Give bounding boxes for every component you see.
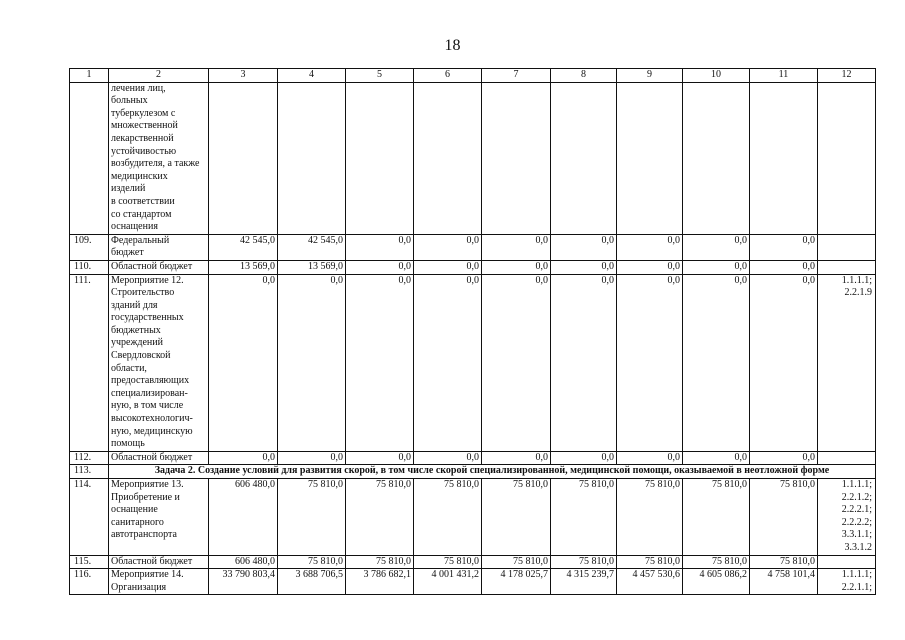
value-cell: 0,0 (346, 260, 414, 274)
value-cell (482, 82, 551, 234)
table-row (70, 451, 876, 465)
row-number (70, 82, 109, 234)
value-cell: 0,0 (482, 451, 551, 465)
value-cell: 42 545,0 (209, 234, 278, 260)
value-cell: 75 810,0 (278, 479, 346, 556)
row-number: 110. (70, 260, 109, 274)
value-cell: 0,0 (750, 451, 818, 465)
value-cell: 75 810,0 (346, 555, 414, 569)
value-cell: 0,0 (750, 260, 818, 274)
value-cell: 0,0 (278, 451, 346, 465)
target-codes (818, 82, 876, 234)
header-cell: 4 (278, 69, 346, 83)
header-cell: 11 (750, 69, 818, 83)
row-number: 115. (70, 555, 109, 569)
value-cell: 0,0 (209, 451, 278, 465)
value-cell: 0,0 (551, 451, 617, 465)
value-cell: 75 810,0 (346, 479, 414, 556)
row-name: Мероприятие 12. Строительство зданий для государственных бюджетных учреждений Свердловской области, предоставляющих специализирован- ную, в том числе высокотехнологич- ную, медицинскую помощь (109, 274, 209, 451)
value-cell: 606 480,0 (209, 555, 278, 569)
value-cell: 0,0 (617, 234, 683, 260)
table-row (70, 555, 876, 569)
value-cell: 75 810,0 (683, 479, 750, 556)
table-row (70, 260, 876, 274)
row-name: Областной бюджет (109, 555, 209, 569)
budget-table (69, 68, 876, 595)
value-cell: 4 315 239,7 (551, 569, 617, 595)
value-cell: 0,0 (617, 260, 683, 274)
target-codes: 1.1.1.1; 2.2.1.2; 2.2.2.1; 2.2.2.2; 3.3.1.1; 3.3.1.2 (818, 479, 876, 556)
value-cell: 4 457 530,6 (617, 569, 683, 595)
value-cell: 0,0 (551, 234, 617, 260)
value-cell: 13 569,0 (209, 260, 278, 274)
value-cell: 0,0 (683, 234, 750, 260)
value-cell: 0,0 (551, 260, 617, 274)
header-cell: 1 (70, 69, 109, 83)
value-cell: 75 810,0 (683, 555, 750, 569)
value-cell: 4 758 101,4 (750, 569, 818, 595)
row-number: 113. (70, 465, 109, 479)
header-cell: 10 (683, 69, 750, 83)
value-cell: 75 810,0 (482, 479, 551, 556)
value-cell: 0,0 (414, 451, 482, 465)
row-name: Областной бюджет (109, 451, 209, 465)
row-name: лечения лиц, больных туберкулезом с множественной лекарственной устойчивостью возбудителя, а также медицинских изделий в соответствии со стандартом оснащения (109, 82, 209, 234)
row-name: Мероприятие 14. Организация (109, 569, 209, 595)
row-name: Областной бюджет (109, 260, 209, 274)
value-cell: 0,0 (346, 274, 414, 451)
page-number: 18 (444, 37, 461, 54)
value-cell: 4 605 086,2 (683, 569, 750, 595)
value-cell: 75 810,0 (617, 479, 683, 556)
value-cell: 0,0 (209, 274, 278, 451)
value-cell: 4 001 431,2 (414, 569, 482, 595)
row-number: 116. (70, 569, 109, 595)
table-row (70, 274, 876, 451)
value-cell: 0,0 (617, 451, 683, 465)
header-cell: 12 (818, 69, 876, 83)
value-cell: 75 810,0 (750, 479, 818, 556)
value-cell (551, 82, 617, 234)
value-cell: 75 810,0 (414, 479, 482, 556)
table-row (70, 479, 876, 556)
value-cell: 0,0 (683, 451, 750, 465)
value-cell: 0,0 (482, 274, 551, 451)
value-cell: 42 545,0 (278, 234, 346, 260)
value-cell: 0,0 (414, 274, 482, 451)
header-cell: 2 (109, 69, 209, 83)
header-cell: 3 (209, 69, 278, 83)
value-cell: 33 790 803,4 (209, 569, 278, 595)
table-row (70, 569, 876, 595)
value-cell: 0,0 (482, 234, 551, 260)
target-codes (818, 234, 876, 260)
value-cell (278, 82, 346, 234)
value-cell: 3 688 706,5 (278, 569, 346, 595)
value-cell (414, 82, 482, 234)
value-cell: 75 810,0 (617, 555, 683, 569)
value-cell: 0,0 (482, 260, 551, 274)
task-heading: Задача 2. Создание условий для развития скорой, в том числе скорой специализированной, медицинской помощи, оказываемой в неотложной форме (109, 465, 876, 479)
value-cell: 0,0 (750, 274, 818, 451)
row-name: Федеральный бюджет (109, 234, 209, 260)
header-cell: 6 (414, 69, 482, 83)
header-cell: 8 (551, 69, 617, 83)
value-cell (346, 82, 414, 234)
row-number: 111. (70, 274, 109, 451)
row-number: 112. (70, 451, 109, 465)
target-codes (818, 451, 876, 465)
value-cell: 0,0 (278, 274, 346, 451)
value-cell: 75 810,0 (551, 479, 617, 556)
value-cell: 0,0 (414, 260, 482, 274)
table-row (70, 82, 876, 234)
value-cell: 4 178 025,7 (482, 569, 551, 595)
target-codes (818, 260, 876, 274)
value-cell (617, 82, 683, 234)
target-codes: 1.1.1.1; 2.2.1.9 (818, 274, 876, 451)
value-cell: 75 810,0 (278, 555, 346, 569)
header-cell: 5 (346, 69, 414, 83)
table-row (70, 465, 876, 479)
target-codes: 1.1.1.1; 2.2.1.1; (818, 569, 876, 595)
table-row (70, 234, 876, 260)
value-cell: 0,0 (346, 234, 414, 260)
header-cell: 7 (482, 69, 551, 83)
value-cell: 75 810,0 (414, 555, 482, 569)
value-cell: 0,0 (617, 274, 683, 451)
value-cell: 0,0 (346, 451, 414, 465)
value-cell: 75 810,0 (551, 555, 617, 569)
header-cell: 9 (617, 69, 683, 83)
value-cell: 0,0 (683, 274, 750, 451)
value-cell (683, 82, 750, 234)
value-cell: 0,0 (750, 234, 818, 260)
value-cell: 0,0 (414, 234, 482, 260)
header-row (70, 69, 876, 83)
value-cell: 13 569,0 (278, 260, 346, 274)
value-cell: 606 480,0 (209, 479, 278, 556)
value-cell (750, 82, 818, 234)
value-cell: 0,0 (683, 260, 750, 274)
value-cell (209, 82, 278, 234)
row-number: 114. (70, 479, 109, 556)
value-cell: 0,0 (551, 274, 617, 451)
row-name: Мероприятие 13. Приобретение и оснащение санитарного автотранспорта (109, 479, 209, 556)
value-cell: 75 810,0 (482, 555, 551, 569)
row-number: 109. (70, 234, 109, 260)
value-cell: 75 810,0 (750, 555, 818, 569)
value-cell: 3 786 682,1 (346, 569, 414, 595)
target-codes (818, 555, 876, 569)
